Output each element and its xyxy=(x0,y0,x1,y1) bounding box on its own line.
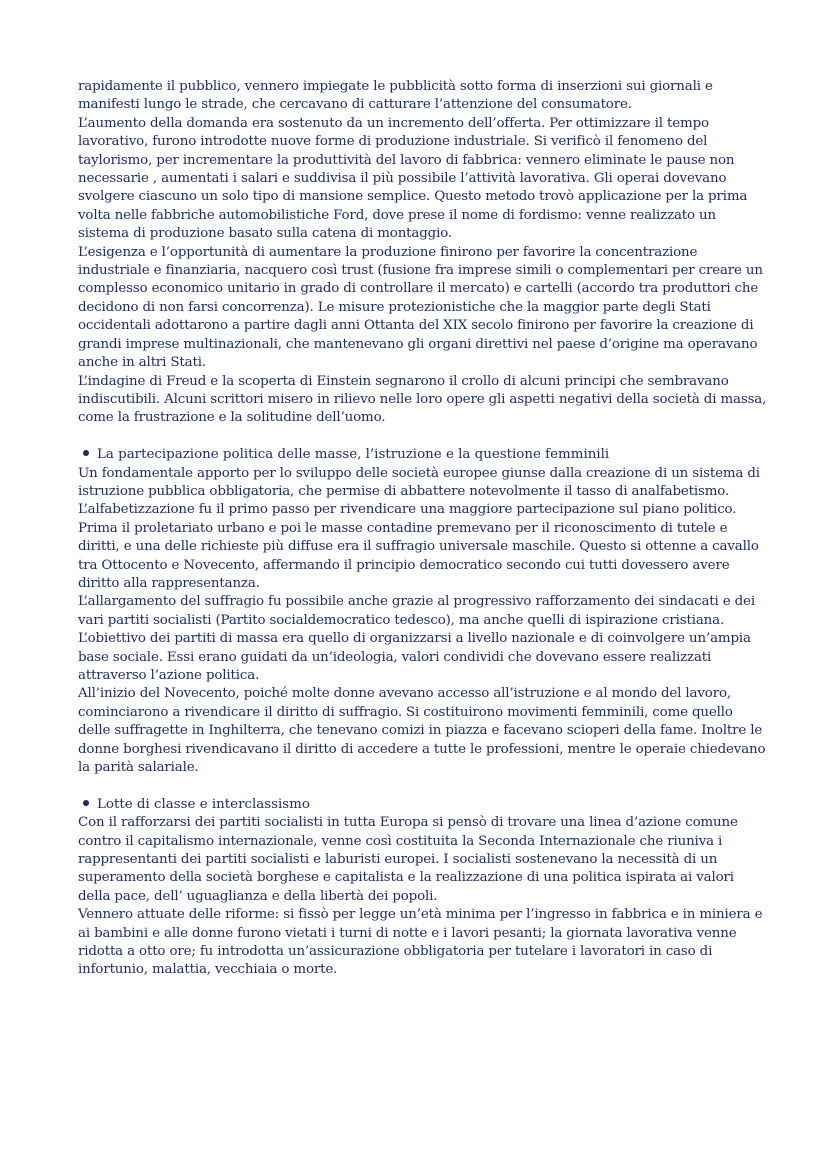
paragraph: All’inizio del Novecento, poiché molte donne avevano accesso all’istruzione e al mondo del lavoro, cominciarono a rivendicare il diritto di suffragio. Si costituirono movimenti femminili, come quello delle suffragette in Inghilterra, che tenevano comizi in piazza e facevano scioperi della fame. Inoltre le donne borghesi rivendicavano il diritto di accedere a tutte le professioni, mentre le operaie chiedevano la parità salariale. xyxy=(78,686,766,776)
document-page xyxy=(78,78,768,980)
paragraph: L’indagine di Freud e la scoperta di Einstein segnarono il crollo di alcuni principi che sembravano indiscutibili. Alcuni scrittori misero in rilievo nelle loro opere gli aspetti negativi della società di massa, come la frustrazione e la solitudine dell’uomo. xyxy=(78,373,767,426)
paragraph: L’allargamento del suffragio fu possibile anche grazie al progressivo rafforzamento dei sindacati e dei vari partiti socialisti (Partito socialdemocratico tedesco), ma anche quelli di ispirazione cristiana. xyxy=(78,594,755,628)
paragraph: rapidamente il pubblico, vennero impiegate le pubblicità sotto forma di inserzioni sui giornali e manifesti lungo le strade, che cercavano di catturare l’attenzione del consumatore. xyxy=(78,79,713,113)
paragraph: Un fondamentale apporto per lo sviluppo delle società europee giunse dalla creazione di un sistema di istruzione pubblica obbligatoria, che permise di abbattere notevolmente il tasso di analfabetismo. L’alfabetizzazione fu il primo passo per rivendicare una maggiore partecipazione sul piano politico. Prima il proletariato urbano e poi le masse contadine premevano per il riconoscimento di tutele e diritti, e una delle richieste più diffuse era il suffragio universale maschile. Questo si ottenne a cavallo tra Ottocento e Novecento, affermando il principio democratico secondo cui tutti dovessero avere diritto alla rappresentanza. xyxy=(78,465,760,591)
paragraph: L’aumento della domanda era sostenuto da un incremento dell’offerta. Per ottimizzare il tempo lavorativo, furono introdotte nuove forme di produzione industriale. Si verificò il fenomeno del taylorismo, per incrementare la produttività del lavoro di fabbrica: vennero eliminate le pause non necessarie , aumentati i salari e suddivisa il più possibile l’attività lavorativa. Gli operai dovevano svolgere ciascuno un solo tipo di mansione semplice. Questo metodo trovò applicazione per la prima volta nelle fabbriche automobilistiche Ford, dove prese il nome di fordismo: venne realizzato un sistema di produzione basato sulla catena di montaggio. xyxy=(78,115,748,242)
paragraph: Vennero attuate delle riforme: si fissò per legge un’età minima per l’ingresso in fabbrica e in miniera e ai bambini e alle donne furono vietati i turni di notte e i lavori pesanti; la giornata lavorativa venne ridotta a otto ore; fu introdotta un’assicurazione obbligatoria per tutelare i lavoratori in caso di infortunio, malattia, vecchiaia o morte. xyxy=(78,907,763,978)
bullet-icon xyxy=(83,450,89,456)
paragraph: L’obiettivo dei partiti di massa era quello di organizzarsi a livello nazionale e di coinvolgere un’ampia base sociale. Essi erano guidati da un’ideologia, valori condividi che dovevano essere realizzati attraverso l’azione politica. xyxy=(78,631,751,683)
section-spacer xyxy=(78,777,768,795)
paragraph: Con il rafforzarsi dei partiti socialisti in tutta Europa si pensò di trovare una linea d’azione comune contro il capitalismo internazionale, venne così costituita la Seconda Internazionale che riuniva i rappresentanti dei partiti socialisti e laburisti europei. I socialisti sostenevano la necessità di un superamento della società borghese e capitalista e la realizzazione di una politica ispirata ai valori della pace, dell’ uguaglianza e della libertà dei popoli. xyxy=(78,815,738,904)
section-heading-text: La partecipazione politica delle masse, l’istruzione e la questione femminili xyxy=(97,447,610,463)
section-heading-text: Lotte di classe e interclassismo xyxy=(97,796,310,812)
section-heading xyxy=(78,446,768,464)
paragraph: L’esigenza e l’opportunità di aumentare la produzione finirono per favorire la concentrazione industriale e finanziaria, nacquero così trust (fusione fra imprese simili o complementari per creare un complesso economico unitario in grado di controllare il mercato) e cartelli (accordo tra produttori che decidono di non farsi concorrenza). Le misure protezionistiche che la maggior parte degli Stati occidentali adottarono a partire dagli anni Ottanta del XIX secolo finirono per favorire la creazione di grandi imprese multinazionali, che mantenevano gli organi direttivi nel paese d’origine ma operavano anche in altri Stati. xyxy=(78,244,763,371)
bullet-icon xyxy=(83,800,89,806)
section-spacer xyxy=(78,428,768,446)
section-heading xyxy=(78,796,768,814)
